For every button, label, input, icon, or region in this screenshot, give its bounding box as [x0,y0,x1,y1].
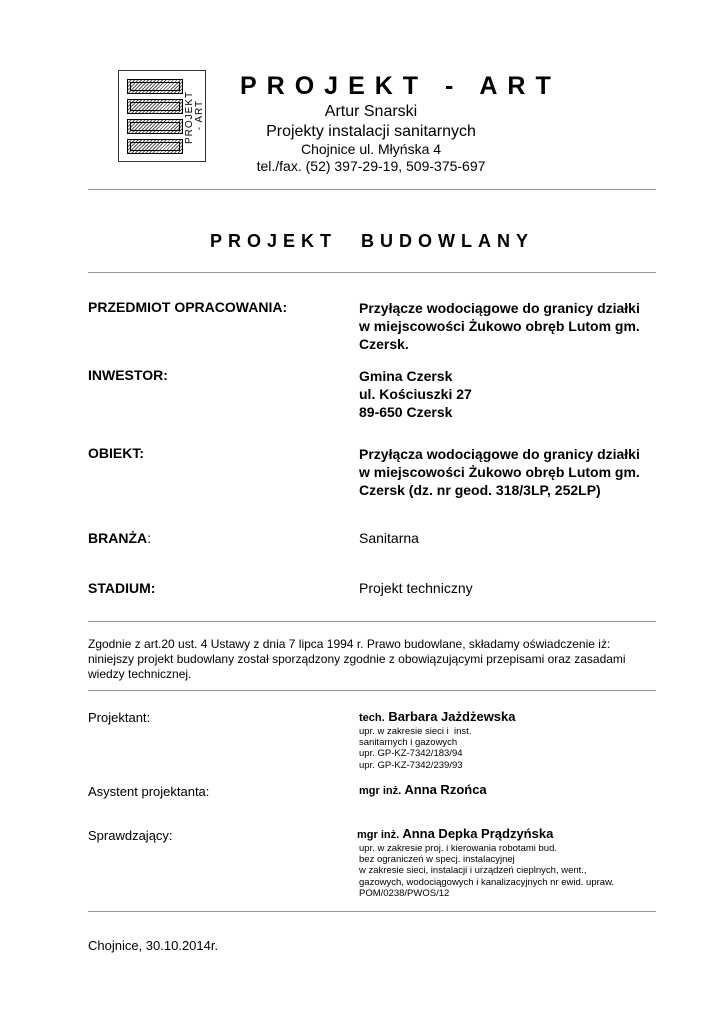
divider [88,621,656,622]
logo-bar [127,79,183,94]
checker-role: Sprawdzający: [88,828,173,843]
divider [88,189,656,190]
subject-value: Przyłącze wodociągowe do granicy działki w miejscowości Żukowo obręb Lutom gm. Czersk. [359,300,640,352]
document-title [88,231,656,252]
divider [88,690,656,691]
object-value: Przyłącza wodociągowe do granicy działki w miejscowości Żukowo obręb Lutom gm. Czersk (dz. nr geod. 318/3LP, 252LP) [359,446,640,498]
company-specialty: Projekty instalacji sanitarnych [266,123,476,140]
assistant-role: Asystent projektanta: [88,784,210,799]
checker-name-line [357,826,553,841]
divider [88,272,656,273]
designer-name-line [359,709,516,724]
compliance-statement: Zgodnie z art.20 ust. 4 Ustawy z dnia 7 lipca 1994 r. Prawo budowlane, składamy oświadczenie iż: niniejszy projekt budowlany został sporządzony zgodnie z obowiązującymi przepisami oraz zasadami wiedzy technicznej. [88,637,626,681]
branch-label-colon: : [147,530,151,546]
owner-name: Artur Snarski [324,103,418,120]
assistant-title: mgr inż. [359,785,402,797]
company-address: Chojnice ul. Młyńska 4 [300,141,442,157]
document-date: Chojnice, 30.10.2014r. [88,938,219,953]
investor-value: Gmina Czersk ul. Kościuszki 27 89-650 Czersk [359,368,472,420]
checker-details: upr. w zakresie proj. i kierowania robotami bud. bez ograniczeń w specj. instalacyjnej w zakresie sieci, instalacji i urządzeń cieplnych, went., gazowych, wodociągowych i kanalizacyjnych nr ewid. upraw. POM/0238/PWOS/12 [359,843,615,899]
company-phone: tel./fax. (52) 397-29-19, 509-375-697 [256,158,486,174]
designer-details: upr. w zakresie sieci i inst. sanitarnych i gazowych upr. GP-KZ-7342/183/94 upr. GP-KZ-7342/239/93 [359,726,472,771]
title-word-1: PROJEKT [209,231,338,251]
company-logo [118,70,206,162]
stage-label: STADIUM: [88,580,156,596]
branch-label [88,530,151,546]
logo-bar [127,99,183,114]
object-label: OBIEKT: [88,445,144,461]
subject-label: PRZEDMIOT OPRACOWANIA: [88,299,288,315]
assistant-name: Anna Rzońca [404,782,487,797]
branch-value: Sanitarna [359,530,419,546]
stage-value: Projekt techniczny [359,580,473,596]
checker-name: Anna Depka Prądzyńska [402,826,554,841]
investor-label: INWESTOR: [88,367,168,383]
logo-bar [127,119,183,134]
logo-bar [127,139,183,154]
designer-title: tech. [359,712,385,724]
logo-text: PROJEKT - ART [184,90,205,144]
branch-label-text: BRANŻA [88,530,148,546]
divider [88,911,656,912]
checker-title: mgr inż. [357,829,400,841]
designer-role: Projektant: [88,710,151,725]
designer-name: Barbara Jażdżewska [388,709,516,724]
company-name: PROJEKT - ART [240,72,561,100]
assistant-name-line [359,782,487,797]
title-word-2: BUDOWLANY [361,231,535,251]
